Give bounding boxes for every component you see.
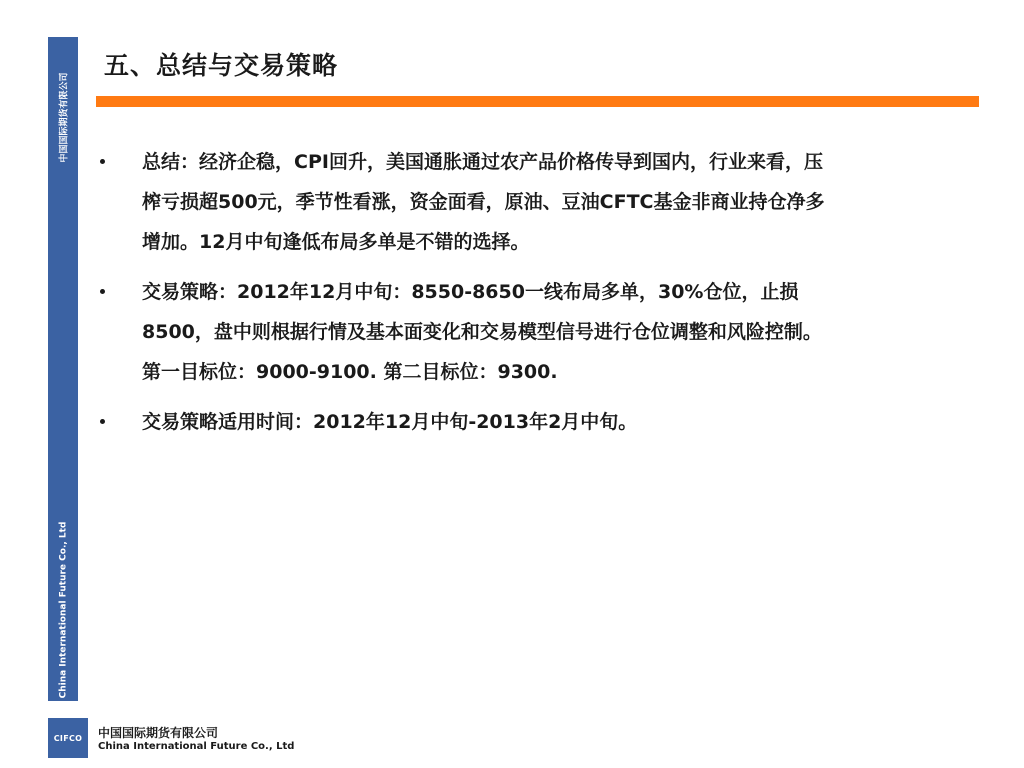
bullet-dot-icon [100, 289, 105, 294]
bullet-text [142, 402, 970, 442]
bullet-line: 榨亏损超500元，季节性看涨，资金面看，原油、豆油CFTC基金非商业持仓净多 [142, 191, 825, 213]
side-company-name-cn-text: 中国国际期货有限公司 [59, 71, 70, 163]
bullet-line: 增加。12月中旬逢低布局多单是不错的选择。 [142, 231, 530, 253]
bullet-dot-icon [100, 159, 105, 164]
side-brand-bar [48, 37, 78, 701]
bullet-period [100, 402, 970, 442]
bullet-dot-icon [100, 419, 105, 424]
footer-company-en: China International Future Co., Ltd [98, 741, 295, 752]
bullet-line: 总结：经济企稳，CPI回升，美国通胀通过农产品价格传导到国内，行业来看，压 [142, 151, 823, 173]
page-title: 五、总结与交易策略 [104, 51, 339, 80]
bullet-line: 交易策略适用时间：2012年12月中旬-2013年2月中旬。 [142, 411, 638, 433]
side-company-name-en-text: China International Future Co., Ltd [58, 521, 69, 699]
bullet-list [100, 142, 970, 452]
side-company-name-en [48, 521, 78, 699]
bullet-line: 8500，盘中则根据行情及基本面变化和交易模型信号进行仓位调整和风险控制。 [142, 321, 822, 343]
cifco-logo: CIFCO [48, 718, 88, 758]
side-company-name-cn [48, 62, 78, 172]
bullet-line: 第一目标位：9000-9100. 第二目标位：9300. [142, 361, 558, 383]
title-underline [96, 96, 979, 107]
footer-company-cn: 中国国际期货有限公司 [98, 726, 219, 740]
bullet-text [142, 272, 970, 392]
bullet-summary [100, 142, 970, 262]
bullet-text [142, 142, 970, 262]
bullet-line: 交易策略：2012年12月中旬：8550-8650一线布局多单，30%仓位，止损 [142, 281, 799, 303]
bullet-strategy [100, 272, 970, 392]
